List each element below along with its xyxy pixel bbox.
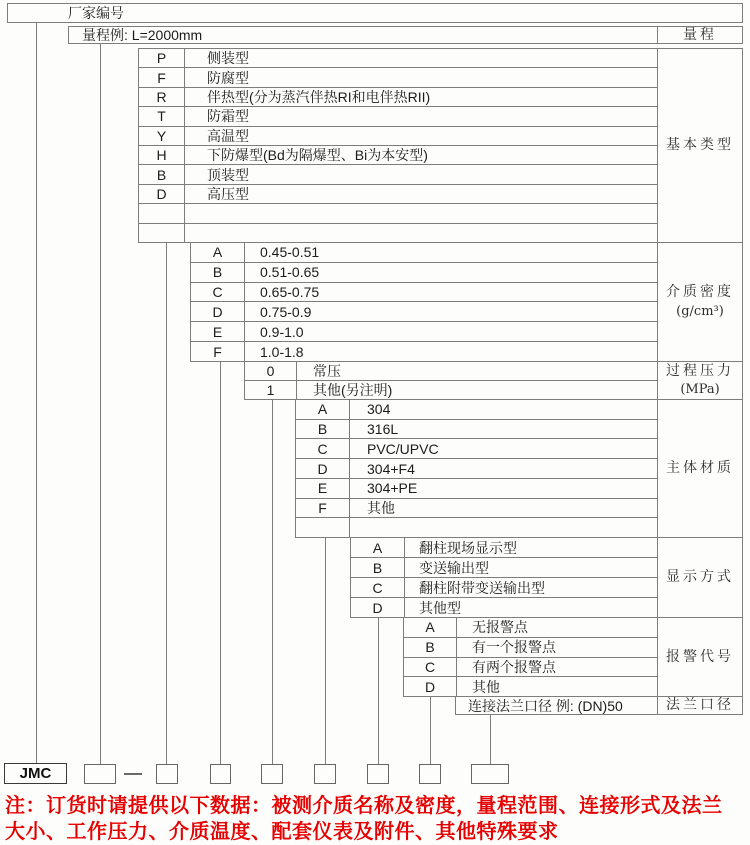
option-desc: 有两个报警点 [472,658,556,675]
label-cell-alarm-code [657,617,743,697]
connector-line-manufacturer [36,22,37,764]
option-row [191,342,657,361]
label-cell-process-pressure [657,361,743,400]
section-label: 量程 [683,26,717,43]
option-row [191,243,657,263]
option-desc: 下防爆型(Bd为隔爆型、Bi为本安型) [207,147,428,164]
option-desc: 防霜型 [207,108,249,125]
connector-line-basic-type [166,242,167,764]
code-box-range [84,764,116,784]
section-label: 法兰口径 [666,697,734,714]
section-label-sub: (MPa) [680,382,720,398]
connector-line-flange-size [490,714,491,764]
option-desc: 316L [367,421,399,438]
option-desc: 其他 [367,499,395,516]
option-code: B [191,263,245,282]
model-prefix: JMC [19,765,52,782]
option-code: D [296,459,350,478]
option-row [139,49,657,68]
ordering-note-line1: 注：订货时请提供以下数据：被测介质名称及密度，量程范围、连接形式及法兰 [5,795,723,817]
option-desc: 翻柱现场显示型 [419,539,517,556]
option-code: C [296,439,350,458]
option-code: Y [139,127,185,145]
option-code: B [404,638,457,657]
option-code: B [296,420,350,439]
code-box-basic-type [156,764,178,784]
code-box-medium-density [210,764,231,784]
label-cell-medium-density [657,242,743,362]
option-desc: 其他 [472,678,500,695]
section-table-display-mode [350,537,658,618]
section-label: 过程压力 [666,362,734,379]
connector-line-display-mode [378,617,379,764]
option-desc: 高温型 [207,127,249,144]
option-row [296,479,657,499]
option-code: T [139,107,185,125]
option-desc: 304+F4 [367,460,415,477]
option-row [139,88,657,107]
section-label: 介质密度 [666,284,734,301]
option-desc: 有一个报警点 [472,639,556,656]
option-row [296,400,657,420]
option-row [191,263,657,283]
option-row [296,499,657,519]
connector-line-alarm-code [430,696,431,764]
range-example-row [68,26,658,44]
manufacturer-number-label: 厂家编号 [68,5,124,21]
section-label-sub: (g/cm³) [676,303,724,319]
option-row [139,127,657,146]
ordering-note [5,793,747,845]
option-row [296,459,657,479]
option-desc: 其他型 [419,599,461,616]
option-code: A [296,400,350,419]
option-row [139,204,657,223]
option-desc: 常压 [313,363,341,379]
connector-line-range [100,43,101,764]
option-desc: 顶装型 [207,166,249,183]
option-row [351,598,657,617]
option-desc: 1.0-1.8 [260,343,304,360]
option-code [139,204,185,222]
option-row [139,185,657,204]
option-code: F [191,342,245,361]
option-desc: 0.45-0.51 [260,244,320,261]
option-row [245,362,657,381]
code-box-alarm-code [419,764,441,784]
option-desc: 0.9-1.0 [260,323,304,340]
option-row [351,558,657,578]
option-row [139,107,657,126]
option-row [191,302,657,322]
option-code: A [351,538,405,557]
flange-size-row [455,696,658,715]
option-desc: 高压型 [207,186,249,203]
option-code: E [191,322,245,341]
option-code: D [404,677,457,696]
option-row [191,322,657,342]
option-code [296,518,350,537]
option-desc: 0.51-0.65 [260,264,320,281]
option-code: D [191,302,245,321]
option-code: P [139,49,185,67]
option-desc: PVC/UPVC [367,440,439,457]
option-row [351,538,657,558]
code-box-display-mode [367,764,389,784]
label-cell-range [657,26,743,44]
option-row [404,677,657,696]
option-desc [185,204,657,222]
option-row [296,518,657,537]
option-code: 1 [245,381,297,399]
option-code: 0 [245,362,297,380]
section-table-process-pressure [244,361,658,400]
option-desc: 伴热型(分为蒸汽伴热RI和电伴热RII) [207,89,431,106]
label-cell-basic-type [657,48,743,243]
ordering-note-line2: 大小、工作压力、介质温度、配套仪表及附件、其他特殊要求 [5,821,559,843]
flange-size-text: 连接法兰口径 例: (DN)50 [468,697,623,714]
option-desc [350,518,657,537]
option-code: A [191,243,245,262]
option-desc: 变送输出型 [419,559,489,576]
connector-line-medium-density [220,361,221,764]
option-code: A [404,618,457,637]
option-code: C [191,283,245,302]
option-desc: 其他(另注明) [313,382,393,398]
option-code: B [351,558,405,577]
option-code: D [351,598,405,617]
model-separator-dash [124,773,142,775]
option-code: D [139,185,185,203]
option-code: E [296,479,350,498]
section-label: 报警代号 [666,648,734,665]
option-desc: 翻柱附带变送输出型 [419,579,545,596]
section-table-medium-density [190,242,658,362]
section-table-alarm-code [403,617,658,697]
connector-line-body-material [325,537,326,764]
option-row [139,68,657,87]
label-cell-flange-size [657,696,743,715]
option-row [139,146,657,165]
section-table-body-material [295,399,658,538]
option-row [139,224,657,242]
option-desc: 防腐型 [207,69,249,86]
option-desc: 侧装型 [207,50,249,67]
option-code [139,224,185,242]
option-row [139,165,657,184]
option-code: R [139,88,185,106]
option-code: F [296,499,350,518]
label-cell-body-material [657,399,743,538]
option-code: C [404,658,457,677]
option-row [296,420,657,440]
section-label: 主体材质 [666,460,734,477]
option-desc: 0.75-0.9 [260,303,312,320]
section-table-basic-type [138,48,658,243]
option-row [245,381,657,399]
option-row [351,578,657,598]
option-row [404,658,657,678]
option-code: C [351,578,405,597]
option-code: H [139,146,185,164]
option-desc [185,224,657,242]
code-box-body-material [314,764,336,784]
section-label: 显示方式 [666,569,734,586]
option-desc: 304 [367,401,391,418]
connector-line-process-pressure [272,399,273,764]
option-desc: 0.65-0.75 [260,284,320,301]
option-code: F [139,68,185,86]
manufacturer-number-row [7,3,743,23]
code-box-flange-size [471,764,509,784]
option-code: B [139,165,185,183]
option-row [296,439,657,459]
model-prefix-box [4,763,67,784]
option-desc: 304+PE [367,480,418,497]
option-desc: 无报警点 [472,619,528,636]
code-box-process-pressure [261,764,283,784]
range-example-label: 量程例: L=2000mm [82,27,203,43]
option-row [404,638,657,658]
section-label: 基本类型 [666,137,734,154]
option-row [404,618,657,638]
label-cell-display-mode [657,537,743,618]
option-row [191,283,657,303]
